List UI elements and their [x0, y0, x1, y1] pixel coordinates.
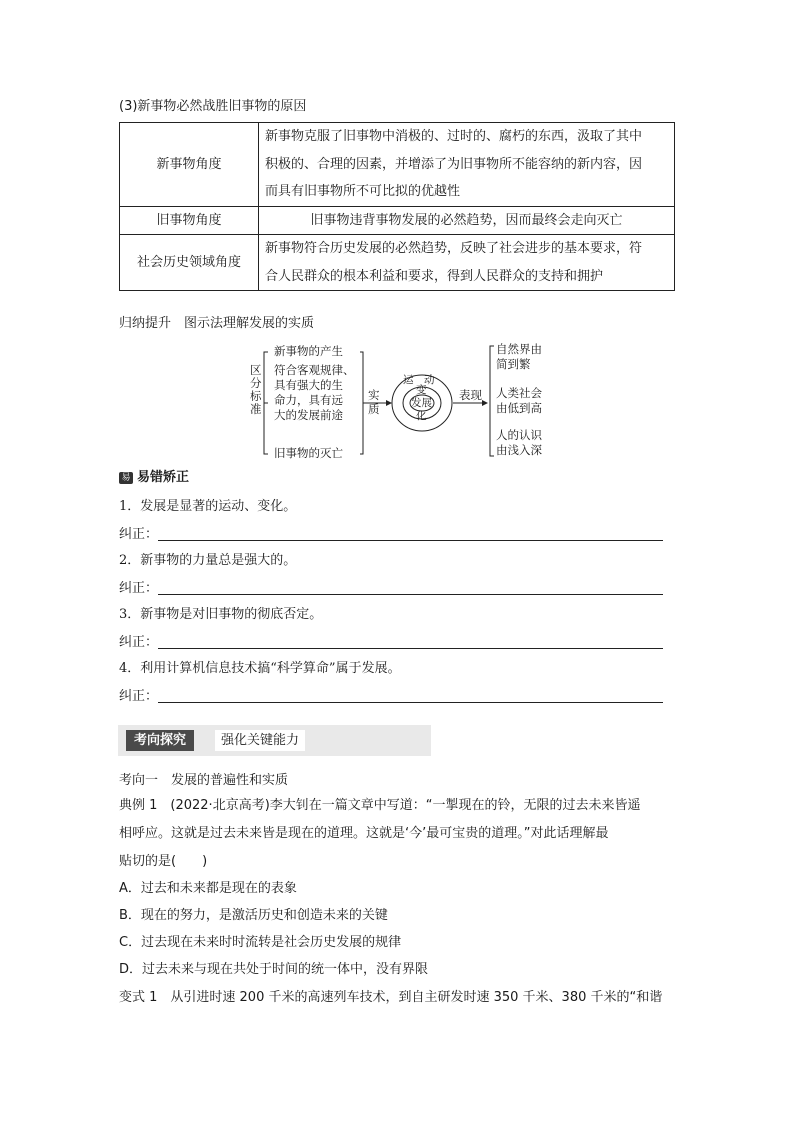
- left-label-char: 分: [250, 376, 262, 390]
- left-label-char: 区: [250, 363, 262, 377]
- errata-item: 4．利用计算机信息技术搞“科学算命”属于发展。: [119, 661, 401, 676]
- row-body: [259, 235, 675, 291]
- new-birth-text: 新事物的产生: [274, 344, 343, 358]
- correction-line[interactable]: [158, 702, 663, 703]
- criteria-text: [274, 363, 355, 423]
- reasons-table: [119, 122, 675, 291]
- section-banner: [118, 725, 431, 756]
- option-a: A．过去和未来都是现在的表象: [119, 881, 297, 896]
- old-death-text: 旧事物的灭亡: [274, 446, 343, 460]
- example-line: 相呼应。这就是过去未来皆是现在的道理。这就是‘今’最可宝贵的道理。”对此话理解最: [119, 826, 609, 841]
- outcome-nature: [496, 342, 542, 372]
- manifest-label: 表现: [459, 388, 482, 402]
- row-line: 新事物克服了旧事物中消极的、过时的、腐朽的东西，汲取了其中: [265, 129, 643, 144]
- row-line: 而具有旧事物所不可比拟的优越性: [265, 184, 461, 199]
- outcome-line: 由低到高: [496, 401, 542, 415]
- left-label: [250, 364, 262, 416]
- outcome-line: 人类社会: [496, 386, 542, 400]
- errata-item: 2．新事物的力量总是强大的。: [119, 553, 297, 568]
- errata-item: 1．发展是显著的运动、变化。: [119, 499, 297, 514]
- row-line: 旧事物违背事物发展的必然趋势，因而最终会走向灭亡: [310, 212, 623, 228]
- banner-label: 强化关键能力: [215, 730, 305, 751]
- option-c: C．过去现在未来时时流转是社会历史发展的规律: [119, 935, 402, 950]
- development-diagram: [246, 340, 556, 462]
- left-label-char: 准: [250, 402, 262, 416]
- correction-line[interactable]: [158, 594, 663, 595]
- outcome-cognition: [496, 428, 542, 458]
- row-line: 新事物符合历史发展的必然趋势，反映了社会进步的基本要求，符: [265, 241, 643, 256]
- ring-motion: 运 动: [403, 374, 435, 386]
- left-label-char: 标: [250, 389, 262, 403]
- errata-icon: 易: [119, 472, 133, 484]
- row-line: 积极的、合理的因素，并增添了为旧事物所不能容纳的新内容，因: [265, 156, 643, 172]
- criteria-line: 具有强大的生: [274, 378, 343, 392]
- criteria-line: 大的发展前途: [274, 408, 343, 422]
- row-line: 合人民群众的根本利益和要求，得到人民群众的支持和拥护: [265, 268, 604, 284]
- criteria-line: 符合客观规律、: [274, 363, 355, 377]
- errata-item: 3．新事物是对旧事物的彻底否定。: [119, 607, 323, 622]
- criteria-line: 命力，具有远: [274, 393, 343, 407]
- row-body: [259, 206, 675, 235]
- option-b: B．现在的努力，是激活历史和创造未来的关键: [119, 908, 388, 923]
- outcome-line: 自然界由: [496, 342, 542, 356]
- row-head: 旧事物角度: [120, 206, 259, 235]
- ring-core: 发展: [411, 397, 432, 409]
- variant-text: 变式 1 从引进时速 200 千米的高速列车技术，到自主研发时速 350 千米、380 千米的“和谐: [119, 990, 663, 1005]
- example-line: 典例 1 (2022·北京高考)李大钊在一篇文章中写道：“一掣现在的铃，无限的过去未来皆遥: [119, 798, 641, 813]
- errata-title: 易错矫正: [137, 470, 190, 485]
- table-row: [120, 235, 675, 291]
- banner-tag: 考向探究: [126, 730, 194, 751]
- row-body: [259, 123, 675, 207]
- essence-char: 实: [368, 388, 380, 402]
- outcome-line: 简到繁: [496, 357, 531, 371]
- outcome-line: 由浅入深: [496, 443, 542, 457]
- outcome-society: [496, 386, 542, 416]
- correction-line[interactable]: [158, 540, 663, 541]
- option-d: D．过去未来与现在共处于时间的统一体中，没有界限: [119, 962, 429, 977]
- table-row: [120, 123, 675, 207]
- example-line: 贴切的是( ): [119, 854, 208, 869]
- correction-label: 纠正：: [119, 689, 159, 704]
- essence-char: 质: [368, 402, 380, 416]
- ring-change-b: 化: [416, 410, 427, 422]
- section-heading: (3)新事物必然战胜旧事物的原因: [119, 99, 307, 114]
- outcome-line: 人的认识: [496, 428, 542, 442]
- direction-title: 考向一 发展的普遍性和实质: [119, 773, 289, 788]
- row-head: 社会历史领域角度: [120, 235, 259, 291]
- correction-label: 纠正：: [119, 581, 159, 596]
- ring-change-a: 变: [416, 384, 427, 396]
- row-head: 新事物角度: [120, 123, 259, 207]
- essence-label: [368, 388, 380, 416]
- summary-title: 归纳提升 图示法理解发展的实质: [119, 316, 315, 331]
- table-row: [120, 206, 675, 235]
- correction-label: 纠正：: [119, 635, 159, 650]
- correction-label: 纠正：: [119, 527, 159, 542]
- correction-line[interactable]: [158, 648, 663, 649]
